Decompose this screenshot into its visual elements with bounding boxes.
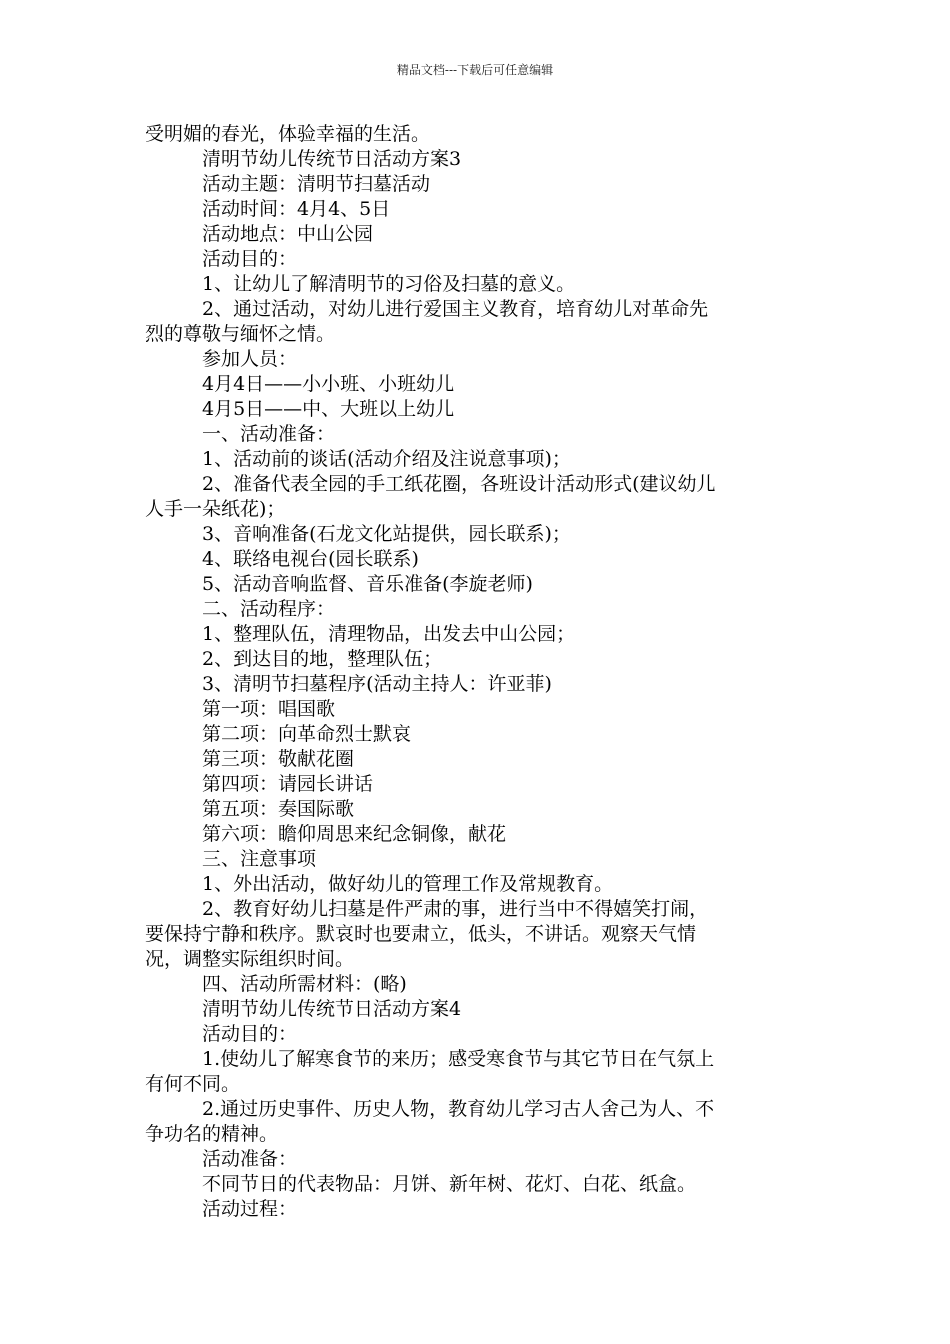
- text-line: 活动时间：4月4、5日: [202, 198, 391, 220]
- text-line: 5、活动音响监督、音乐准备(李旋老师): [202, 573, 533, 595]
- text-line: 1、让幼儿了解清明节的习俗及扫墓的意义。: [202, 273, 576, 295]
- text-line: 1.使幼儿了解寒食节的来历；感受寒食节与其它节日在气氛上: [202, 1048, 715, 1070]
- text-line: 4月5日——中、大班以上幼儿: [202, 398, 455, 420]
- text-line: 三、注意事项: [202, 848, 317, 870]
- text-line: 受明媚的春光，体验幸福的生活。: [145, 123, 431, 145]
- text-line: 3、音响准备(石龙文化站提供，园长联系)；: [202, 523, 571, 545]
- text-line: 2.通过历史事件、历史人物，教育幼儿学习古人舍己为人、不: [202, 1098, 715, 1120]
- text-line: 况，调整实际组织时间。: [145, 948, 355, 970]
- text-line: 3、清明节扫墓程序(活动主持人：许亚菲): [202, 673, 552, 695]
- text-line: 第六项：瞻仰周思来纪念铜像，献花: [202, 823, 507, 845]
- text-line: 人手一朵纸花)；: [145, 498, 286, 520]
- page-header: 精品文档---下载后可任意编辑: [396, 63, 554, 77]
- text-line: 1、整理队伍，清理物品，出发去中山公园；: [202, 623, 576, 645]
- text-line: 二、活动程序：: [202, 598, 336, 620]
- text-line: 第一项：唱国歌: [202, 698, 336, 720]
- text-line: 有何不同。: [145, 1073, 241, 1095]
- text-line: 2、到达目的地，整理队伍；: [202, 648, 443, 670]
- document-body: [145, 122, 815, 1222]
- text-line: 争功名的精神。: [145, 1123, 279, 1145]
- text-line: 活动目的：: [202, 1023, 298, 1045]
- text-line: 不同节日的代表物品：月饼、新年树、花灯、白花、纸盒。: [202, 1173, 697, 1195]
- text-line: 4、联络电视台(园长联系): [202, 548, 419, 570]
- text-line: 2、准备代表全园的手工纸花圈，各班设计活动形式(建议幼儿: [202, 473, 716, 495]
- text-line: 烈的尊敬与缅怀之情。: [145, 323, 336, 345]
- text-line: 一、活动准备：: [202, 423, 336, 445]
- text-line: 第三项：敬献花圈: [202, 748, 355, 770]
- text-line: 活动过程：: [202, 1198, 298, 1220]
- text-line: 参加人员：: [202, 348, 298, 370]
- text-line: 4月4日——小小班、小班幼儿: [202, 373, 455, 395]
- text-line: 清明节幼儿传统节日活动方案4: [202, 998, 462, 1020]
- text-line: 2、通过活动，对幼儿进行爱国主义教育，培育幼儿对革命先: [202, 298, 709, 320]
- text-line: 四、活动所需材料：(略): [202, 973, 407, 995]
- text-line: 活动目的：: [202, 248, 298, 270]
- text-line: 第五项：奏国际歌: [202, 798, 355, 820]
- text-line: 1、活动前的谈话(活动介绍及注说意事项)；: [202, 448, 571, 470]
- text-line: 活动主题：清明节扫墓活动: [202, 173, 431, 195]
- text-line: 第四项：请园长讲话: [202, 773, 374, 795]
- text-line: 1、外出活动，做好幼儿的管理工作及常规教育。: [202, 873, 614, 895]
- text-line: 活动地点：中山公园: [202, 223, 374, 245]
- text-line: 清明节幼儿传统节日活动方案3: [202, 148, 462, 170]
- text-line: 要保持宁静和秩序。默哀时也要肃立，低头，不讲话。观察天气情: [145, 923, 697, 945]
- text-line: 活动准备：: [202, 1148, 298, 1170]
- text-line: 2、教育好幼儿扫墓是件严肃的事，进行当中不得嬉笑打闹，: [202, 898, 709, 920]
- text-line: 第二项：向革命烈士默哀: [202, 723, 412, 745]
